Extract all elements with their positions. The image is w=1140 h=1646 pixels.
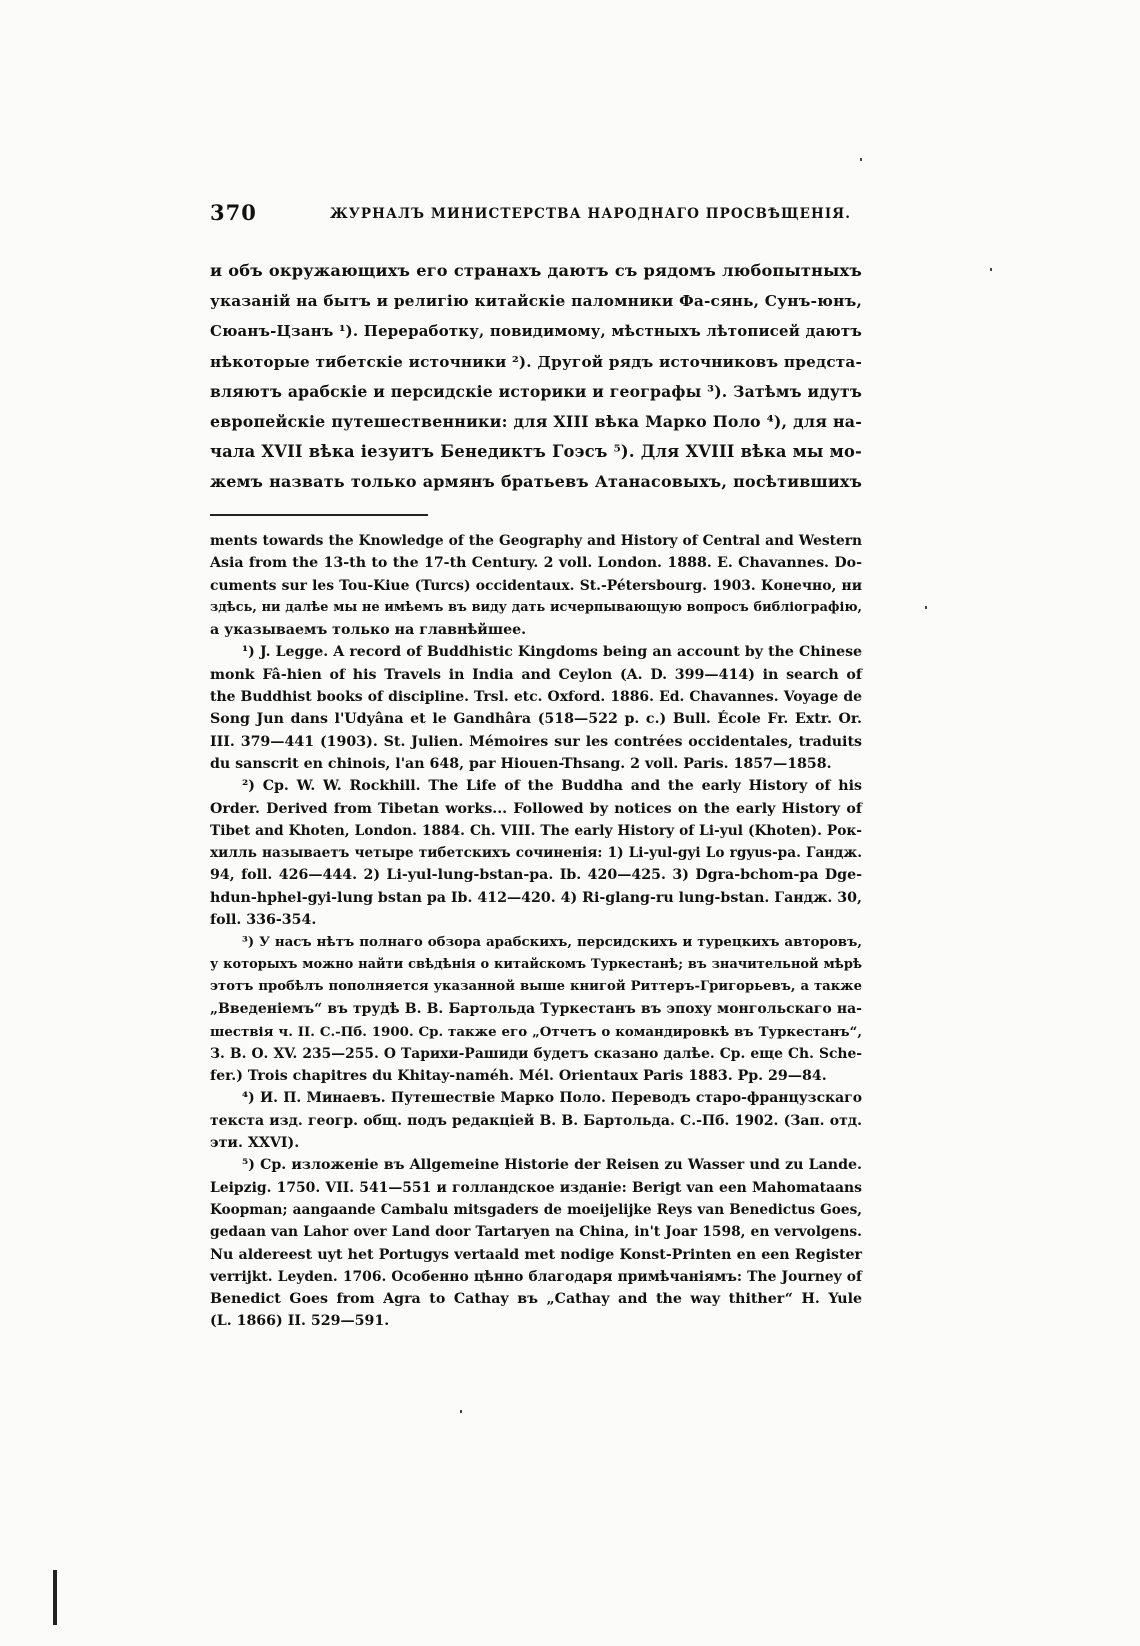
footnote-line: (L. 1866) II. 529—591. — [210, 1313, 390, 1330]
footnote-line: fer.) Trois chapitres du Khitay-naméh. Mél. Orientaux Paris 1883. Pp. 29—84. — [210, 1068, 827, 1085]
scan-edge-mark — [53, 1570, 57, 1625]
footnote-line: Nu aldereest uyt het Portugys vertaald met nodige Konst-Printen en een Register — [210, 1246, 862, 1263]
footnote-line: текста изд. геогр. общ. подъ редакціей В. В. Бартольда. С.-Пб. 1902. (Зап. отд. — [210, 1112, 862, 1129]
main-text-block — [210, 256, 862, 498]
main-text-line: указаній на бытъ и религію китайскіе паломники Фа-сянь, Сунъ-юнъ, — [210, 292, 862, 311]
footnote-line: Asia from the 13-th to the 17-th Century. 2 voll. London. 1888. E. Chavannes. Do- — [210, 555, 862, 572]
footnote-line: the Buddhist books of discipline. Trsl. etc. Oxford. 1886. Ed. Chavannes. Voyage de — [210, 689, 862, 706]
page-number: 370 — [210, 200, 257, 225]
footnote-5 — [210, 1154, 862, 1332]
footnote-line: Leipzig. 1750. VII. 541—551 и голландское изданіе: Berigt van een Mahomataans — [210, 1179, 862, 1196]
footnote-line: Tibet and Khoten, London. 1884. Ch. VIII. The early History of Li-yul (Khoten). Рок- — [210, 822, 862, 839]
footnote-line: Koopman; aangaande Cambalu mitsgaders de moeijelijke Reys van Benedictus Goes, — [210, 1201, 862, 1218]
footnote-line: этотъ пробѣлъ пополняется указанной выше книгой Риттеръ-Григорьевъ, а также — [210, 978, 862, 994]
footnote-continuation — [210, 530, 862, 641]
main-text-line: жемъ назвать только армянъ братьевъ Атанасовыхъ, посѣтившихъ — [210, 472, 862, 492]
footnote-line: ments towards the Knowledge of the Geography and History of Central and Western — [210, 533, 862, 549]
main-text-line: чала XVII вѣка іезуитъ Бенедиктъ Гоэсъ ⁵). Для XVIII вѣка мы мо- — [210, 442, 862, 462]
footnote-line: у которыхъ можно найти свѣдѣнія о китайскомъ Туркестанѣ; въ значительной мѣрѣ — [210, 956, 862, 972]
footnote-line: шествія ч. II. С.-Пб. 1900. Ср. также его „Отчетъ о командировкѣ въ Туркестанъ“, — [210, 1023, 862, 1040]
footnote-line: foll. 336-354. — [210, 912, 317, 929]
footnote-line: а указываемъ только на главнѣйшее. — [210, 622, 527, 639]
main-text-line: вляютъ арабскіе и персидскіе историки и географы ³). Затѣмъ идутъ — [210, 381, 862, 401]
main-text-line: Сюанъ-Цзанъ ¹). Переработку, повидимому, мѣстныхъ лѣтописей даютъ — [210, 322, 862, 341]
scan-speck — [860, 158, 862, 161]
scan-speck — [925, 606, 927, 609]
footnote-line: З. В. О. XV. 235—255. О Тарихи-Рашиди будетъ сказано далѣе. Ср. еще Ch. Sche- — [210, 1045, 862, 1062]
footnote-separator-rule — [210, 514, 428, 516]
footnote-line: monk Fâ-hien of his Travels in India and Ceylon (A. D. 399—414) in search of — [210, 666, 862, 683]
footnote-line: эти. XXVI). — [210, 1135, 300, 1152]
footnote-line: gedaan van Lahor over Land door Tartaryen na China, in't Joar 1598, en vervolgens. — [210, 1224, 862, 1241]
footnote-4 — [210, 1087, 862, 1154]
scan-speck — [990, 268, 992, 271]
footnote-line: ⁵) Ср. изложеніе въ Allgemeine Historie der Reisen zu Wasser und zu Lande. — [242, 1157, 862, 1174]
footnotes-block — [210, 530, 862, 1333]
footnote-line: „Введеніемъ“ въ трудѣ В. В. Бартольда Туркестанъ въ эпоху монгольскаго на- — [210, 1001, 862, 1018]
main-text-line: европейскіе путешественники: для XIII вѣка Марко Поло ⁴), для на- — [210, 411, 862, 431]
footnote-line: verrijkt. Leyden. 1706. Особенно цѣнно благодаря примѣчаніямъ: The Journey of — [210, 1268, 862, 1285]
footnote-line: Order. Derived from Tibetan works... Followed by notices on the early History of — [210, 800, 862, 817]
footnote-line: хилль называетъ четыре тибетскихъ сочиненія: 1) Li-yul-gyi Lo rgyus-pa. Гандж. — [210, 845, 862, 862]
footnote-1 — [210, 641, 862, 775]
footnote-line: здѣсь, ни далѣе мы не имѣемъ въ виду дать исчерпывающую вопросъ библіографію, — [210, 599, 862, 615]
main-text-line: и объ окружающихъ его странахъ даютъ съ рядомъ любопытныхъ — [210, 261, 862, 280]
page-header — [210, 200, 862, 230]
footnote-line: hdun-hphel-gyi-lung bstan pa Ib. 412—420. 4) Ri-glang-ru lung-bstan. Гандж. 30, — [210, 889, 862, 906]
footnote-line: III. 379—441 (1903). St. Julien. Mémoires sur les contrées occidentales, traduits — [210, 733, 862, 750]
footnote-line: ⁴) И. П. Минаевъ. Путешествіе Марко Поло. Переводъ старо-французскаго — [242, 1090, 862, 1107]
footnote-line: Benedict Goes from Agra to Cathay въ „Cathay and the way thither“ H. Yule — [210, 1291, 862, 1308]
footnote-line: cuments sur les Tou-Kiue (Turcs) occidentaux. St.-Pétersbourg. 1903. Конечно, ни — [210, 577, 862, 594]
main-text-line: нѣкоторые тибетскіе источники ²). Другой рядъ источниковъ предста- — [210, 352, 862, 371]
footnote-3 — [210, 931, 862, 1087]
footnote-line: ³) У насъ нѣтъ полнаго обзора арабскихъ, персидскихъ и турецкихъ авторовъ, — [242, 934, 862, 951]
footnote-line: 94, foll. 426—444. 2) Li-yul-lung-bstan-pa. Ib. 420—425. 3) Dgra-bchom-pa Dge- — [210, 867, 862, 884]
footnote-2 — [210, 775, 862, 931]
scan-speck — [460, 1410, 462, 1413]
footnote-line: ¹) J. Legge. A record of Buddhistic Kingdoms being an account by the Chinese — [242, 644, 862, 661]
running-title: ЖУРНАЛЪ МИНИСТЕРСТВА НАРОДНАГО ПРОСВѢЩЕНІЯ. — [330, 206, 852, 222]
footnote-line: Song Jun dans l'Udyâna et le Gandhâra (518—522 p. c.) Bull. École Fr. Extr. Or. — [210, 711, 862, 728]
footnote-line: ²) Cp. W. W. Rockhill. The Life of the Buddha and the early History of his — [242, 778, 862, 795]
footnote-line: du sanscrit en chinois, l'an 648, par Hiouen-Thsang. 2 voll. Paris. 1857—1858. — [210, 755, 832, 772]
